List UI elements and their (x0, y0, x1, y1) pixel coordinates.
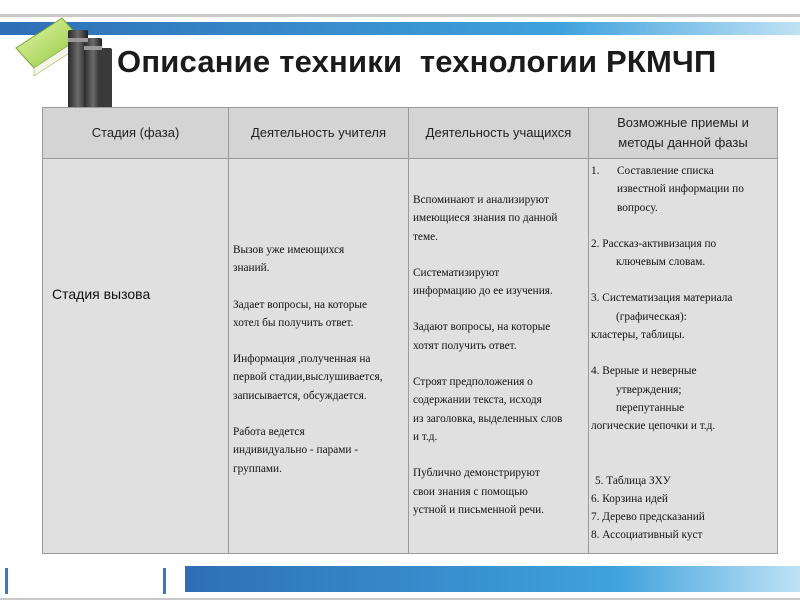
method-item-4-b: утверждения; (616, 383, 682, 396)
page-title: Описание техники технологии РКМЧП (117, 44, 717, 79)
method-item-4-a: 4. Верные и неверные (591, 365, 697, 378)
bottom-left-tick (5, 568, 8, 594)
method-item-3-b: (графическая): (616, 310, 687, 323)
top-accent-bar (0, 22, 800, 35)
header-teacher: Деятельность учителя (229, 108, 409, 159)
books-icon (10, 8, 115, 118)
teacher-text-1: Вызов уже имеющихся знаний. (233, 244, 345, 275)
students-text-1: Вспоминают и анализируют имеющиеся знания по данной теме. (413, 194, 558, 243)
method-item-7: 7. Дерево предсказаний (591, 511, 705, 524)
students-text-3: Задают вопросы, на которые хотят получить ответ. (413, 321, 551, 352)
bottom-accent-bar (185, 566, 800, 592)
method-item-2-a: 2. Рассказ-активизация по (591, 237, 717, 250)
stage-cell: Стадия вызова (43, 159, 229, 554)
header-stage: Стадия (фаза) (43, 108, 229, 159)
method-item-5: 5. Таблица ЗХУ (595, 474, 671, 487)
teacher-text-3: Информация ,полученная на первой стадии,выслушивается, записывается, обсуждается. (233, 353, 383, 402)
students-activity-cell (409, 159, 589, 554)
technique-table (42, 107, 778, 554)
method-item-2-b: ключевым словам. (616, 256, 706, 269)
methods-cell (589, 159, 778, 554)
method-item-1-text: Составление списка известной информации по вопросу. (617, 165, 744, 214)
teacher-text-4: Работа ведется индивидуально - парами - группами. (233, 426, 359, 475)
table-row (43, 159, 778, 554)
method-item-4-c: перепутанные (616, 401, 685, 414)
students-text-5: Публично демонстрируют свои знания с помощью устной и письменной речи. (413, 467, 544, 516)
method-item-3-a: 3. Систематизация материала (591, 292, 733, 305)
method-item-3-c: кластеры, таблицы. (591, 329, 685, 342)
method-item-1-number: 1. (591, 165, 600, 177)
method-item-1 (591, 162, 775, 217)
students-text-4: Строят предположения о содержании текста, исходя из заголовка, выделенных слов и т.д. (413, 376, 563, 443)
header-students: Деятельность учащихся (409, 108, 589, 159)
method-item-8: 8. Ассоциативный куст (591, 529, 703, 542)
bottom-middle-tick (163, 568, 166, 594)
teacher-text-2: Задает вопросы, на которые хотел бы получить ответ. (233, 298, 367, 329)
method-item-6: 6. Корзина идей (591, 492, 668, 505)
table-header-row (43, 108, 778, 159)
header-methods: Возможные приемы и методы данной фазы (589, 108, 778, 159)
method-item-4-d: логические цепочки и т.д. (591, 420, 716, 433)
students-text-2: Систематизируют информацию до ее изучения. (413, 266, 553, 298)
top-thin-line (0, 14, 800, 17)
teacher-activity-cell (229, 159, 409, 554)
